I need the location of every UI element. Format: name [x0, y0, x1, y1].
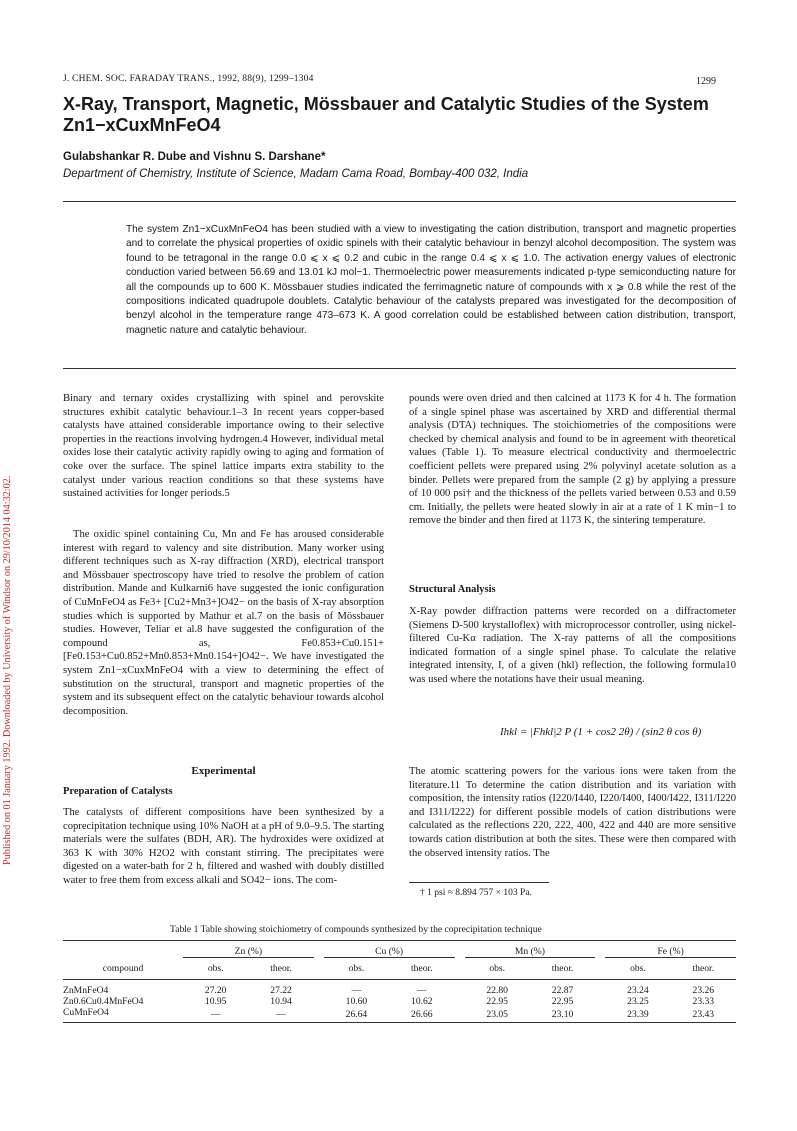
structural-paragraph-2: The atomic scattering powers for the various ions were taken from the literature.11 To determine the cation distribution and its variation with composition, the intensity ratios (I220/I440, I220/I400, I400/I422, I311/I220 and I311/I222) for different possible models of cation distributions were calculated as the reflections 220, 222, 400, 422 and 440 are more sensitive towards cation distribution at both the sites. These were then compared with the observed intensity ratios. The — [409, 766, 736, 859]
journal-header: J. CHEM. SOC. FARADAY TRANS., 1992, 88(9), 1299–1304 — [63, 74, 314, 84]
table-caption: Table 1 Table showing stoichiometry of compounds synthesized by the coprecipitation technique — [170, 924, 542, 935]
table-column-header: obs. — [630, 962, 646, 974]
table-spacer — [63, 941, 183, 958]
abstract: The system Zn1−xCuxMnFeO4 has been studied with a view to investigating the cation distribution, transport and magnetic properties and to correlate the physical properties of oxidic spinels with their catalytic behaviour in benzyl alcohol decomposition. The system was found to be tetragonal in the range 0.0 ⩽ x ⩽ 0.2 and cubic in the range 0.4 ⩽ x ⩽ 1.0. The activation energy values of electronic conduction varied between 56.69 and 13.01 kJ mol−1. Thermoelectric power measurements indicated p-type semiconducting nature for all the compounds up to 600 K. Mössbauer studies indicated the ferrimagnetic nature of compounds with x ⩾ 0.8 while the rest of the compositions indicated quadrupole doublets. Catalytic behaviour of the catalysts prepared was investigated for the decomposition of benzyl alcohol in the temperature range 473–673 K. A good correlation could be established between cation distribution, transport, magnetic nature and catalytic behaviour. — [126, 224, 736, 336]
table-row — [63, 979, 736, 996]
table-cell: 23.24 — [627, 984, 649, 996]
table-cell: 22.95 — [486, 995, 508, 1007]
table-cell: 23.43 — [692, 1008, 715, 1020]
footnote: † 1 psi ≈ 8.894 757 × 103 Pa. — [420, 888, 532, 898]
table-cell: — — [210, 1008, 221, 1020]
intensity-formula: Ihkl = |Fhkl|2 P (1 + cos2 2θ) / (sin2 θ cos θ) — [500, 726, 702, 738]
table-cell: — — [351, 984, 362, 996]
table-cell: 22.87 — [551, 984, 574, 996]
table-column-header: obs. — [348, 962, 365, 974]
section-heading-experimental: Experimental — [191, 765, 256, 777]
table-cell: 23.05 — [486, 1008, 508, 1020]
table-cell: 22.95 — [551, 995, 574, 1007]
table-cell: 27.20 — [204, 984, 227, 996]
article-title: X-Ray, Transport, Magnetic, Mössbauer and Catalytic Studies of the System Zn1−xCuxMnFeO4 — [63, 94, 709, 135]
table-cell-compound: Zn0.6Cu0.4MnFeO4 — [63, 995, 144, 1007]
preparation-paragraph: The catalysts of different compositions have been synthesized by a coprecipitation technique using 10% NaOH at a pH of 9.0–9.5. The starting materials were the sulfates (BDH, AR). The hydroxides were oxidized at 363 K with 30% H2O2 with constant stirring. The precipitates were digested on a water-bath for 2 h, filtered and washed with doubly distilled water to free them from excess alkali and SO42− ions. The com- — [63, 807, 384, 886]
authors: Gulabshankar R. Dube and Vishnu S. Darshane* — [63, 151, 326, 163]
table-cell: 23.26 — [692, 984, 715, 996]
table-cell: 10.95 — [204, 995, 227, 1007]
table-cell: 10.62 — [411, 995, 433, 1007]
table-cell: 26.64 — [345, 1008, 368, 1020]
table-cell: — — [276, 1008, 286, 1020]
table-cell: 26.66 — [411, 1008, 433, 1020]
structural-paragraph-1: X-Ray powder diffraction patterns were recorded on a diffractometer (Siemens D-500 krystalloflex) with microprocessor controller, using nickel-filtered Cu-Kα radiation. The X-ray patterns of all the compositions indicated formation of a single spinel phase. To calculate the relative integrated intensity, I, of a given (hkl) reflection, the following formula10 was used where the notations have their usual meaning. — [409, 606, 736, 685]
table-group-header: Zn (%) — [183, 941, 314, 958]
table-cell: 22.80 — [486, 984, 508, 996]
table-cell: 23.39 — [627, 1008, 649, 1020]
table-column-header: theor. — [411, 962, 433, 974]
table-row — [63, 996, 736, 1007]
table-cell-compound: CuMnFeO4 — [63, 1006, 109, 1018]
table-cell: 23.33 — [692, 995, 715, 1007]
stoichiometry-table — [63, 940, 736, 1023]
table-group-header: Fe (%) — [605, 941, 736, 958]
subsection-heading-preparation: Preparation of Catalysts — [63, 786, 173, 797]
table-cell: 10.60 — [345, 995, 368, 1007]
divider — [63, 368, 736, 369]
footnote-rule — [409, 882, 549, 883]
table-cell: 10.94 — [270, 995, 292, 1007]
intro-paragraph-2: The oxidic spinel containing Cu, Mn and Fe has aroused considerable interest with regard to valency and site distribution. Many worker using different techniques such as X-ray diffraction (XRD), electrical transport and Mössbauer spectroscopy have tried to resolve the problem of cation distribution. Mande and Kulkarni6 have suggested the ionic configuration of CuMnFeO4 as Fe3+ [Cu2+Mn3+]O42− on the basis of X-ray absorption studies which is supported by Mathur et al.7 on the basis of Mössbauer studies. However, Teliar et al.8 have suggested the configuration of the compound as, Fe0.853+Cu0.151+[Fe0.153+Cu0.852+Mn0.853+Mn0.154+]O42−. We have investigated the system Zn1−xCuxMnFeO4 with a view to determining the effect of substitution on the structural, transport and magnetic properties of the system and its subsequent effect on the catalytic behaviour towards alcohol decomposition. — [63, 529, 384, 717]
table-column-header: obs. — [207, 962, 224, 974]
table-cell: 23.10 — [551, 1008, 574, 1020]
table-column-header: theor. — [270, 962, 292, 974]
table-group-header: Cu (%) — [324, 941, 455, 958]
table-cell-compound: ZnMnFeO4 — [63, 984, 109, 996]
table-group-header: Mn (%) — [465, 941, 596, 958]
intro-paragraph-1: Binary and ternary oxides crystallizing with spinel and perovskite structures exhibit catalytic behaviour.1–3 In recent years copper-based catalysts have attained considerable importance owing to their selective properties in the reactions involving hydrogen.4 However, individual metal oxides lose their catalytic activity rapidly owing to aging and formation of coke over the surface. The spinel lattice imparts extra stability to the catalyst under various reaction conditions so that these systems have sustained activities for longer periods.5 — [63, 393, 384, 500]
download-watermark: Published on 01 January 1992. Downloaded by University of Windsor on 29/10/2014 04:32:02. — [2, 475, 13, 865]
table-column-header: theor. — [692, 962, 715, 974]
table-column-header: theor. — [551, 962, 574, 974]
table-cell: — — [417, 984, 427, 996]
subsection-heading-structural: Structural Analysis — [409, 584, 496, 595]
affiliation: Department of Chemistry, Institute of Science, Madam Cama Road, Bombay-400 032, India — [63, 168, 529, 180]
divider — [63, 201, 736, 202]
page-number: 1299 — [696, 76, 716, 87]
table-row — [63, 1007, 736, 1023]
table-cell: 23.25 — [627, 995, 649, 1007]
table-column-header: obs. — [489, 962, 506, 974]
table-cell: 27.22 — [270, 984, 292, 996]
methods-paragraph: pounds were oven dried and then calcined at 1173 K for 4 h. The formation of a single spinel phase was ascertained by XRD and differential thermal analysis (DTA) techniques. The stoichiometries of the compositions were checked by chemical analysis and found to be in agreement with theoretical values (Table 1). To measure electrical conductivity and thermoelectric coefficient pellets were prepared using 2% polyvinyl acetate solution as a binder. Pellets were prepared from the sample (2 g) by applying a pressure of 10 000 psi† and the thickness of the pellets varied between 0.53 and 0.59 cm. Initially, the pellets were heated slowly in air at a rate of 1 K min−1 to remove the binder and then fired at 1173 K, the sintering temperature. — [409, 393, 736, 527]
table-column-header: compound — [102, 962, 144, 974]
